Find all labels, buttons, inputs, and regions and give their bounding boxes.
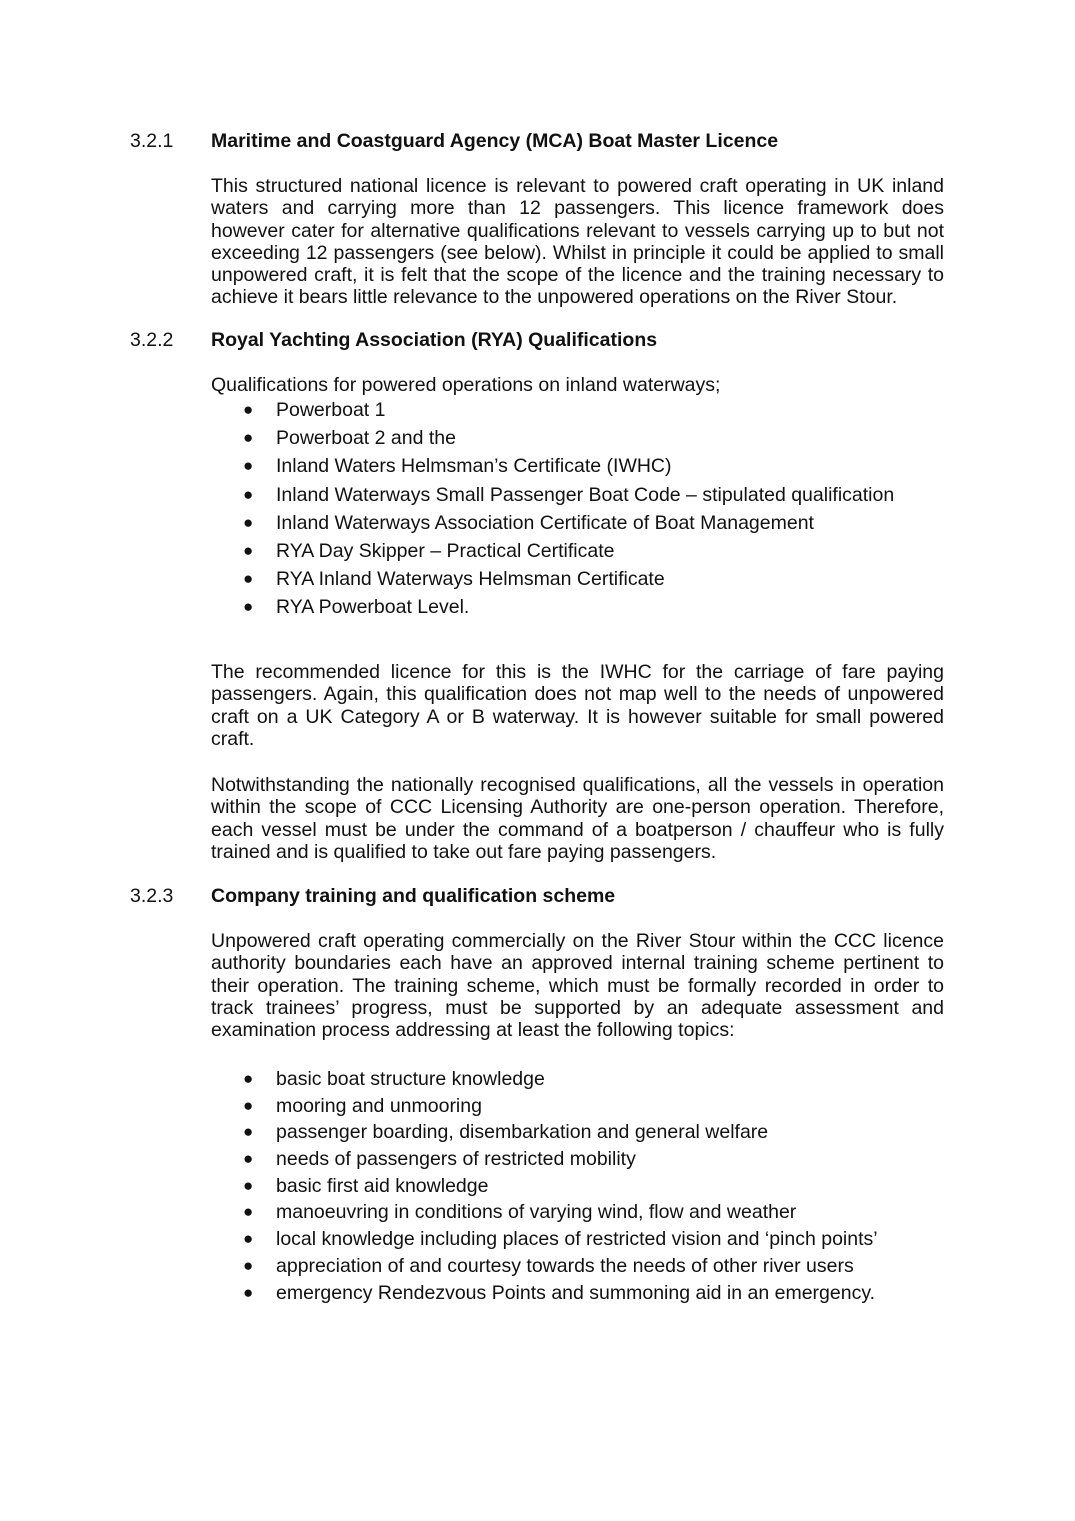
list-item xyxy=(0,1146,1075,1173)
list-item xyxy=(0,1066,1075,1093)
list-item xyxy=(0,565,1075,593)
list-item xyxy=(0,509,1075,537)
section-heading xyxy=(130,883,960,909)
section-title: Company training and qualification scheme xyxy=(211,885,616,907)
section-title: Royal Yachting Association (RYA) Qualifications xyxy=(211,329,658,351)
section-intro: Qualifications for powered operations on inland waterways; xyxy=(211,374,721,396)
list-item-text: Inland Waters Helmsman’s Certificate (IWHC) xyxy=(276,455,672,478)
section-number: 3.2.3 xyxy=(130,885,174,907)
bullet-icon: ● xyxy=(243,1282,254,1302)
list-item-text: local knowledge including places of restricted vision and ‘pinch points’ xyxy=(276,1228,878,1251)
list-item-text: emergency Rendezvous Points and summoning aid in an emergency. xyxy=(276,1281,876,1304)
bullet-icon: ● xyxy=(243,540,254,560)
section-heading xyxy=(130,128,960,154)
list-item-text: basic boat structure knowledge xyxy=(276,1068,545,1090)
list-item xyxy=(0,1119,1075,1146)
list-item-text: basic first aid knowledge xyxy=(276,1174,489,1197)
list-item-text: RYA Day Skipper – Practical Certificate xyxy=(276,539,615,562)
bullet-icon: ● xyxy=(243,1122,254,1142)
section-number: 3.2.2 xyxy=(130,329,174,351)
bullet-icon: ● xyxy=(243,1095,254,1115)
list-item xyxy=(0,537,1075,565)
bullet-icon: ● xyxy=(243,400,254,419)
section-title: Maritime and Coastguard Agency (MCA) Boat Master Licence xyxy=(211,130,779,152)
qualifications-list xyxy=(0,396,1075,622)
section-number: 3.2.1 xyxy=(130,130,174,152)
list-item xyxy=(0,1173,1075,1200)
bullet-icon: ● xyxy=(243,1149,254,1169)
list-item-text: needs of passengers of restricted mobility xyxy=(276,1148,636,1171)
section-paragraph: Unpowered craft operating commercially on the River Stour within the CCC licence authority boundaries each have an approved internal training scheme pertinent to their operation. The training scheme, which must be formally recorded in order to track trainees’ progress, must be supported by an adequate assessment and examination process addressing at least the following topics: xyxy=(211,930,944,1042)
list-item-text: Inland Waterways Small Passenger Boat Code – stipulated qualification xyxy=(276,483,895,506)
section-heading xyxy=(130,327,960,353)
list-item-text: Powerboat 1 xyxy=(276,399,386,421)
list-item xyxy=(0,1280,1075,1307)
list-item-text: manoeuvring in conditions of varying wind, flow and weather xyxy=(276,1201,797,1224)
list-item-text: Inland Waterways Association Certificate of Boat Management xyxy=(276,511,814,534)
bullet-icon: ● xyxy=(243,569,254,589)
section-paragraph: The recommended licence for this is the IWHC for the carriage of fare paying passengers. Again, this qualification does not map well to the needs of unpowered craft on a UK Category A or B waterway. It is however suitable for small powered craft. xyxy=(211,661,944,750)
bullet-icon: ● xyxy=(243,456,254,476)
bullet-icon: ● xyxy=(243,1175,254,1195)
list-item-text: RYA Powerboat Level. xyxy=(276,596,470,619)
bullet-icon: ● xyxy=(243,512,254,532)
list-item xyxy=(0,396,1075,424)
list-item xyxy=(0,424,1075,452)
list-item-text: RYA Inland Waterways Helmsman Certificate xyxy=(276,568,665,591)
list-item-text: appreciation of and courtesy towards the needs of other river users xyxy=(276,1254,854,1277)
section-paragraph: Notwithstanding the nationally recognised qualifications, all the vessels in operation within the scope of CCC Licensing Authority are one-person operation. Therefore, each vessel must be under the command of a boatperson / chauffeur who is fully trained and is qualified to take out fare paying passengers. xyxy=(211,774,944,863)
bullet-icon: ● xyxy=(243,428,254,448)
bullet-icon: ● xyxy=(243,597,254,617)
list-item-text: mooring and unmooring xyxy=(276,1094,482,1117)
list-item xyxy=(0,1199,1075,1226)
bullet-icon: ● xyxy=(243,1229,254,1249)
bullet-icon: ● xyxy=(243,1255,254,1275)
list-item-text: Powerboat 2 and the xyxy=(276,427,456,450)
list-item xyxy=(0,1253,1075,1280)
bullet-icon: ● xyxy=(243,1069,254,1088)
list-item xyxy=(0,481,1075,509)
list-item xyxy=(0,1226,1075,1253)
bullet-icon: ● xyxy=(243,484,254,504)
list-item xyxy=(0,593,1075,621)
section-paragraph: This structured national licence is relevant to powered craft operating in UK inland waters and carrying more than 12 passengers. This licence framework does however cater for alternative qualifications relevant to vessels carrying up to but not exceeding 12 passengers (see below). Whilst in principle it could be applied to small unpowered craft, it is felt that the scope of the licence and the training necessary to achieve it bears little relevance to the unpowered operations on the River Stour. xyxy=(211,175,944,309)
list-item xyxy=(0,452,1075,480)
list-item xyxy=(0,1093,1075,1120)
bullet-icon: ● xyxy=(243,1202,254,1222)
training-topics-list xyxy=(0,1066,1075,1306)
list-item-text: passenger boarding, disembarkation and general welfare xyxy=(276,1121,769,1144)
